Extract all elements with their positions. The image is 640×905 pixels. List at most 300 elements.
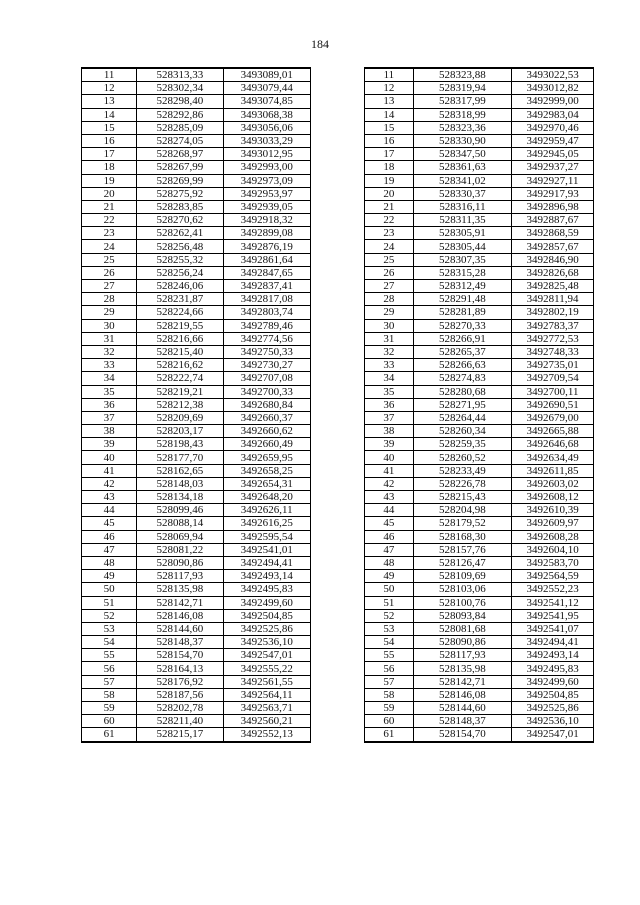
left-point-number: 18 <box>82 161 137 174</box>
right-x-coordinate: 528157,76 <box>413 543 511 556</box>
right-point-number: 45 <box>365 517 414 530</box>
table-row <box>82 385 594 398</box>
table-row <box>82 622 594 635</box>
right-point-number: 36 <box>365 398 414 411</box>
left-y-coordinate: 3493012,95 <box>223 148 310 161</box>
right-y-coordinate: 3492646,68 <box>512 438 594 451</box>
column-gap <box>310 530 364 543</box>
left-point-number: 54 <box>82 636 137 649</box>
right-point-number: 21 <box>365 200 414 213</box>
right-y-coordinate: 3492541,07 <box>512 622 594 635</box>
right-point-number: 59 <box>365 702 414 715</box>
right-y-coordinate: 3492552,23 <box>512 583 594 596</box>
left-y-coordinate: 3492680,84 <box>223 398 310 411</box>
right-x-coordinate: 528330,37 <box>413 187 511 200</box>
right-y-coordinate: 3492970,46 <box>512 121 594 134</box>
left-y-coordinate: 3492899,08 <box>223 227 310 240</box>
left-point-number: 47 <box>82 543 137 556</box>
column-gap <box>310 280 364 293</box>
table-row <box>82 715 594 728</box>
right-x-coordinate: 528081,68 <box>413 622 511 635</box>
left-x-coordinate: 528202,78 <box>137 702 223 715</box>
column-gap <box>310 227 364 240</box>
right-point-number: 39 <box>365 438 414 451</box>
right-point-number: 42 <box>365 477 414 490</box>
right-x-coordinate: 528144,60 <box>413 702 511 715</box>
right-point-number: 53 <box>365 622 414 635</box>
left-y-coordinate: 3492660,62 <box>223 425 310 438</box>
right-point-number: 18 <box>365 161 414 174</box>
right-x-coordinate: 528311,35 <box>413 214 511 227</box>
left-point-number: 41 <box>82 464 137 477</box>
right-y-coordinate: 3492826,68 <box>512 266 594 279</box>
left-point-number: 46 <box>82 530 137 543</box>
right-point-number: 27 <box>365 280 414 293</box>
right-y-coordinate: 3492983,04 <box>512 108 594 121</box>
right-x-coordinate: 528109,69 <box>413 570 511 583</box>
right-x-coordinate: 528281,89 <box>413 306 511 319</box>
table-row <box>82 491 594 504</box>
table-row <box>82 121 594 134</box>
right-point-number: 48 <box>365 556 414 569</box>
left-x-coordinate: 528142,71 <box>137 596 223 609</box>
right-point-number: 34 <box>365 372 414 385</box>
table-row <box>82 345 594 358</box>
column-gap <box>310 609 364 622</box>
left-point-number: 48 <box>82 556 137 569</box>
right-x-coordinate: 528312,49 <box>413 280 511 293</box>
column-gap <box>310 662 364 675</box>
right-y-coordinate: 3492748,33 <box>512 345 594 358</box>
right-x-coordinate: 528307,35 <box>413 253 511 266</box>
right-x-coordinate: 528280,68 <box>413 385 511 398</box>
column-gap <box>310 570 364 583</box>
left-point-number: 42 <box>82 477 137 490</box>
column-gap <box>310 95 364 108</box>
right-x-coordinate: 528154,70 <box>413 728 511 742</box>
left-y-coordinate: 3492730,27 <box>223 359 310 372</box>
left-x-coordinate: 528222,74 <box>137 372 223 385</box>
right-point-number: 31 <box>365 332 414 345</box>
column-gap <box>310 121 364 134</box>
column-gap <box>310 200 364 213</box>
left-point-number: 52 <box>82 609 137 622</box>
left-x-coordinate: 528134,18 <box>137 491 223 504</box>
column-gap <box>310 214 364 227</box>
left-y-coordinate: 3492803,74 <box>223 306 310 319</box>
table-row <box>82 359 594 372</box>
right-point-number: 13 <box>365 95 414 108</box>
left-point-number: 61 <box>82 728 137 742</box>
right-y-coordinate: 3492959,47 <box>512 134 594 147</box>
right-x-coordinate: 528265,37 <box>413 345 511 358</box>
left-x-coordinate: 528246,06 <box>137 280 223 293</box>
left-x-coordinate: 528219,55 <box>137 319 223 332</box>
right-x-coordinate: 528305,44 <box>413 240 511 253</box>
right-y-coordinate: 3492999,00 <box>512 95 594 108</box>
left-y-coordinate: 3492993,00 <box>223 161 310 174</box>
right-point-number: 55 <box>365 649 414 662</box>
column-gap <box>310 688 364 701</box>
left-point-number: 15 <box>82 121 137 134</box>
left-x-coordinate: 528090,86 <box>137 556 223 569</box>
right-y-coordinate: 3492541,12 <box>512 596 594 609</box>
table-row <box>82 688 594 701</box>
column-gap <box>310 702 364 715</box>
right-x-coordinate: 528260,52 <box>413 451 511 464</box>
left-point-number: 31 <box>82 332 137 345</box>
right-y-coordinate: 3492583,70 <box>512 556 594 569</box>
left-x-coordinate: 528148,37 <box>137 636 223 649</box>
right-point-number: 43 <box>365 491 414 504</box>
table-row <box>82 95 594 108</box>
left-point-number: 37 <box>82 411 137 424</box>
right-point-number: 15 <box>365 121 414 134</box>
right-x-coordinate: 528215,43 <box>413 491 511 504</box>
right-x-coordinate: 528323,88 <box>413 68 511 82</box>
column-gap <box>310 543 364 556</box>
column-gap <box>310 491 364 504</box>
left-y-coordinate: 3492861,64 <box>223 253 310 266</box>
right-x-coordinate: 528103,06 <box>413 583 511 596</box>
table-row <box>82 174 594 187</box>
column-gap <box>310 332 364 345</box>
left-point-number: 17 <box>82 148 137 161</box>
right-y-coordinate: 3492917,93 <box>512 187 594 200</box>
right-x-coordinate: 528117,93 <box>413 649 511 662</box>
left-x-coordinate: 528216,62 <box>137 359 223 372</box>
left-y-coordinate: 3492499,60 <box>223 596 310 609</box>
right-x-coordinate: 528271,95 <box>413 398 511 411</box>
left-y-coordinate: 3492837,41 <box>223 280 310 293</box>
right-y-coordinate: 3492608,28 <box>512 530 594 543</box>
left-x-coordinate: 528187,56 <box>137 688 223 701</box>
right-point-number: 17 <box>365 148 414 161</box>
left-y-coordinate: 3492939,05 <box>223 200 310 213</box>
left-point-number: 27 <box>82 280 137 293</box>
right-y-coordinate: 3492504,85 <box>512 688 594 701</box>
table-row <box>82 583 594 596</box>
column-gap <box>310 148 364 161</box>
left-x-coordinate: 528176,92 <box>137 675 223 688</box>
right-y-coordinate: 3492494,41 <box>512 636 594 649</box>
table-row <box>82 319 594 332</box>
left-y-coordinate: 3492659,95 <box>223 451 310 464</box>
left-y-coordinate: 3493068,38 <box>223 108 310 121</box>
right-y-coordinate: 3492608,12 <box>512 491 594 504</box>
column-gap <box>310 675 364 688</box>
left-y-coordinate: 3492616,25 <box>223 517 310 530</box>
column-gap <box>310 319 364 332</box>
left-y-coordinate: 3492560,21 <box>223 715 310 728</box>
right-y-coordinate: 3493022,53 <box>512 68 594 82</box>
column-gap <box>310 556 364 569</box>
left-y-coordinate: 3493089,01 <box>223 68 310 82</box>
right-x-coordinate: 528330,90 <box>413 134 511 147</box>
right-x-coordinate: 528260,34 <box>413 425 511 438</box>
left-point-number: 50 <box>82 583 137 596</box>
left-x-coordinate: 528144,60 <box>137 622 223 635</box>
left-y-coordinate: 3492953,97 <box>223 187 310 200</box>
column-gap <box>310 438 364 451</box>
table-row <box>82 82 594 95</box>
left-point-number: 55 <box>82 649 137 662</box>
table-row <box>82 280 594 293</box>
right-y-coordinate: 3492609,97 <box>512 517 594 530</box>
left-y-coordinate: 3492707,08 <box>223 372 310 385</box>
left-y-coordinate: 3492555,22 <box>223 662 310 675</box>
left-x-coordinate: 528256,48 <box>137 240 223 253</box>
table-row <box>82 161 594 174</box>
table-row <box>82 68 594 82</box>
left-x-coordinate: 528164,13 <box>137 662 223 675</box>
right-y-coordinate: 3492896,98 <box>512 200 594 213</box>
right-x-coordinate: 528179,52 <box>413 517 511 530</box>
right-x-coordinate: 528233,49 <box>413 464 511 477</box>
left-x-coordinate: 528262,41 <box>137 227 223 240</box>
page-number: 184 <box>311 37 329 51</box>
left-point-number: 60 <box>82 715 137 728</box>
column-gap <box>310 425 364 438</box>
left-y-coordinate: 3492525,86 <box>223 622 310 635</box>
left-y-coordinate: 3492847,65 <box>223 266 310 279</box>
column-gap <box>310 398 364 411</box>
right-x-coordinate: 528318,99 <box>413 108 511 121</box>
left-point-number: 44 <box>82 504 137 517</box>
left-point-number: 24 <box>82 240 137 253</box>
right-y-coordinate: 3492541,95 <box>512 609 594 622</box>
left-point-number: 12 <box>82 82 137 95</box>
left-point-number: 57 <box>82 675 137 688</box>
right-x-coordinate: 528090,86 <box>413 636 511 649</box>
right-y-coordinate: 3492945,05 <box>512 148 594 161</box>
right-point-number: 11 <box>365 68 414 82</box>
table-row <box>82 148 594 161</box>
table-row <box>82 425 594 438</box>
left-x-coordinate: 528162,65 <box>137 464 223 477</box>
right-x-coordinate: 528204,98 <box>413 504 511 517</box>
left-y-coordinate: 3492654,31 <box>223 477 310 490</box>
right-point-number: 41 <box>365 464 414 477</box>
column-gap <box>310 161 364 174</box>
table-row <box>82 214 594 227</box>
column-gap <box>310 477 364 490</box>
right-y-coordinate: 3492611,85 <box>512 464 594 477</box>
left-y-coordinate: 3492495,83 <box>223 583 310 596</box>
table-row <box>82 187 594 200</box>
table-row <box>82 227 594 240</box>
left-y-coordinate: 3492563,71 <box>223 702 310 715</box>
column-gap <box>310 464 364 477</box>
left-y-coordinate: 3492504,85 <box>223 609 310 622</box>
left-point-number: 16 <box>82 134 137 147</box>
right-y-coordinate: 3492525,86 <box>512 702 594 715</box>
right-point-number: 23 <box>365 227 414 240</box>
right-y-coordinate: 3492783,37 <box>512 319 594 332</box>
left-x-coordinate: 528298,40 <box>137 95 223 108</box>
table-row <box>82 240 594 253</box>
column-gap <box>310 504 364 517</box>
right-point-number: 22 <box>365 214 414 227</box>
column-gap <box>310 451 364 464</box>
right-point-number: 29 <box>365 306 414 319</box>
table-row <box>82 372 594 385</box>
right-x-coordinate: 528341,02 <box>413 174 511 187</box>
right-y-coordinate: 3492665,88 <box>512 425 594 438</box>
table-row <box>82 570 594 583</box>
right-y-coordinate: 3492868,59 <box>512 227 594 240</box>
right-point-number: 40 <box>365 451 414 464</box>
left-y-coordinate: 3492750,33 <box>223 345 310 358</box>
table-row <box>82 134 594 147</box>
left-y-coordinate: 3492552,13 <box>223 728 310 742</box>
left-x-coordinate: 528274,05 <box>137 134 223 147</box>
left-x-coordinate: 528267,99 <box>137 161 223 174</box>
left-point-number: 38 <box>82 425 137 438</box>
right-point-number: 14 <box>365 108 414 121</box>
right-point-number: 50 <box>365 583 414 596</box>
left-point-number: 39 <box>82 438 137 451</box>
column-gap <box>310 728 364 742</box>
left-x-coordinate: 528275,92 <box>137 187 223 200</box>
table-row <box>82 675 594 688</box>
right-y-coordinate: 3492499,60 <box>512 675 594 688</box>
column-gap <box>310 583 364 596</box>
left-y-coordinate: 3492561,55 <box>223 675 310 688</box>
left-y-coordinate: 3493079,44 <box>223 82 310 95</box>
left-y-coordinate: 3492547,01 <box>223 649 310 662</box>
table-row <box>82 332 594 345</box>
left-x-coordinate: 528215,40 <box>137 345 223 358</box>
left-x-coordinate: 528292,86 <box>137 108 223 121</box>
right-x-coordinate: 528093,84 <box>413 609 511 622</box>
left-x-coordinate: 528283,85 <box>137 200 223 213</box>
left-point-number: 28 <box>82 293 137 306</box>
left-point-number: 35 <box>82 385 137 398</box>
left-x-coordinate: 528099,46 <box>137 504 223 517</box>
column-gap <box>310 134 364 147</box>
right-point-number: 30 <box>365 319 414 332</box>
right-y-coordinate: 3492536,10 <box>512 715 594 728</box>
column-gap <box>310 293 364 306</box>
right-point-number: 60 <box>365 715 414 728</box>
left-point-number: 58 <box>82 688 137 701</box>
right-x-coordinate: 528305,91 <box>413 227 511 240</box>
right-x-coordinate: 528226,78 <box>413 477 511 490</box>
table-row <box>82 702 594 715</box>
right-y-coordinate: 3492927,11 <box>512 174 594 187</box>
left-y-coordinate: 3492536,10 <box>223 636 310 649</box>
right-x-coordinate: 528100,76 <box>413 596 511 609</box>
right-y-coordinate: 3492811,94 <box>512 293 594 306</box>
left-x-coordinate: 528088,14 <box>137 517 223 530</box>
right-point-number: 49 <box>365 570 414 583</box>
left-point-number: 51 <box>82 596 137 609</box>
column-gap <box>310 622 364 635</box>
table-row <box>82 543 594 556</box>
left-point-number: 29 <box>82 306 137 319</box>
right-y-coordinate: 3492603,02 <box>512 477 594 490</box>
column-gap <box>310 187 364 200</box>
left-y-coordinate: 3492817,08 <box>223 293 310 306</box>
table-row <box>82 649 594 662</box>
left-x-coordinate: 528268,97 <box>137 148 223 161</box>
left-y-coordinate: 3492876,19 <box>223 240 310 253</box>
table-row <box>82 200 594 213</box>
left-x-coordinate: 528203,17 <box>137 425 223 438</box>
right-point-number: 44 <box>365 504 414 517</box>
right-y-coordinate: 3492700,11 <box>512 385 594 398</box>
left-y-coordinate: 3492658,25 <box>223 464 310 477</box>
column-gap <box>310 253 364 266</box>
left-point-number: 32 <box>82 345 137 358</box>
column-gap <box>310 372 364 385</box>
column-gap <box>310 306 364 319</box>
column-gap <box>310 385 364 398</box>
table-row <box>82 398 594 411</box>
left-x-coordinate: 528216,66 <box>137 332 223 345</box>
left-y-coordinate: 3492494,41 <box>223 556 310 569</box>
left-y-coordinate: 3492564,11 <box>223 688 310 701</box>
left-x-coordinate: 528269,99 <box>137 174 223 187</box>
left-x-coordinate: 528224,66 <box>137 306 223 319</box>
left-y-coordinate: 3492774,56 <box>223 332 310 345</box>
table-row <box>82 451 594 464</box>
column-gap <box>310 411 364 424</box>
right-y-coordinate: 3492709,54 <box>512 372 594 385</box>
left-x-coordinate: 528212,38 <box>137 398 223 411</box>
column-gap <box>310 596 364 609</box>
right-point-number: 32 <box>365 345 414 358</box>
left-point-number: 49 <box>82 570 137 583</box>
table-row <box>82 728 594 742</box>
left-y-coordinate: 3493056,06 <box>223 121 310 134</box>
left-x-coordinate: 528215,17 <box>137 728 223 742</box>
right-point-number: 26 <box>365 266 414 279</box>
left-y-coordinate: 3492918,32 <box>223 214 310 227</box>
right-y-coordinate: 3492887,67 <box>512 214 594 227</box>
left-point-number: 26 <box>82 266 137 279</box>
table-row <box>82 504 594 517</box>
right-y-coordinate: 3493012,82 <box>512 82 594 95</box>
right-point-number: 35 <box>365 385 414 398</box>
left-point-number: 25 <box>82 253 137 266</box>
left-point-number: 43 <box>82 491 137 504</box>
left-y-coordinate: 3492541,01 <box>223 543 310 556</box>
left-x-coordinate: 528198,43 <box>137 438 223 451</box>
left-y-coordinate: 3492660,49 <box>223 438 310 451</box>
right-x-coordinate: 528266,91 <box>413 332 511 345</box>
column-gap <box>310 68 364 82</box>
column-gap <box>310 266 364 279</box>
right-x-coordinate: 528315,28 <box>413 266 511 279</box>
left-y-coordinate: 3492595,54 <box>223 530 310 543</box>
left-x-coordinate: 528177,70 <box>137 451 223 464</box>
table-row <box>82 530 594 543</box>
right-point-number: 38 <box>365 425 414 438</box>
right-y-coordinate: 3492802,19 <box>512 306 594 319</box>
right-x-coordinate: 528323,36 <box>413 121 511 134</box>
left-point-number: 22 <box>82 214 137 227</box>
left-point-number: 34 <box>82 372 137 385</box>
right-x-coordinate: 528317,99 <box>413 95 511 108</box>
column-gap <box>310 636 364 649</box>
table-row <box>82 556 594 569</box>
right-x-coordinate: 528270,33 <box>413 319 511 332</box>
right-y-coordinate: 3492604,10 <box>512 543 594 556</box>
right-y-coordinate: 3492495,83 <box>512 662 594 675</box>
right-point-number: 46 <box>365 530 414 543</box>
